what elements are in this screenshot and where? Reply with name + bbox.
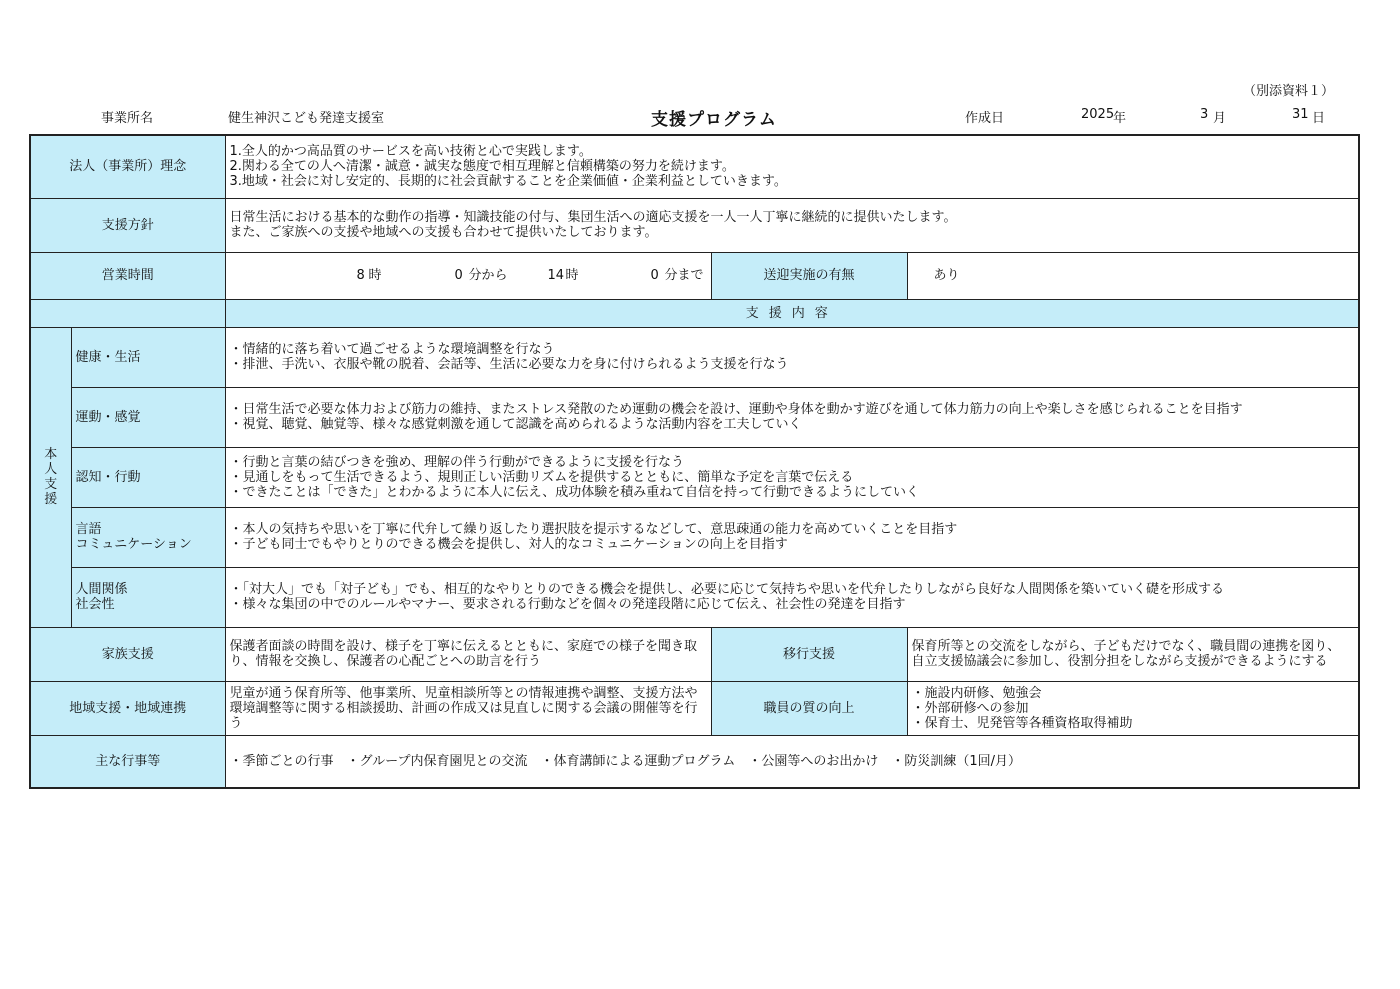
start-hour-unit: 時 xyxy=(368,267,382,283)
family-transition-row xyxy=(30,627,1359,681)
transition-support-label: 移行支援 xyxy=(711,627,907,681)
page-title: 支援プログラム xyxy=(651,110,777,130)
hours-value xyxy=(225,252,711,299)
created-year-unit: 年 xyxy=(1113,111,1127,126)
personal-row-label xyxy=(71,567,225,627)
personal-support-label xyxy=(30,327,71,627)
row-label-line: 言語 xyxy=(75,522,102,537)
family-support-text xyxy=(225,627,711,681)
text-line: 自立支援協議会に参加し、役割分担をしながら支援ができるようにする xyxy=(911,654,1328,669)
end-hour-unit: 時 xyxy=(565,267,579,283)
bullet-line: ・本人の気持ちや思いを丁寧に代弁して繰り返したり選択肢を提示するなどして、意思疎通の能力を高めていくことを目指す xyxy=(229,522,958,537)
personal-row xyxy=(30,327,1359,387)
family-support-label: 家族支援 xyxy=(30,627,225,681)
bullet-line: ・「対大人」でも「対子ども」でも、相互的なやりとりのできる機会を提供し、必要に応じて気持ちや思いを代弁したりしながら良好な人間関係を築いていく礎を形成する xyxy=(229,582,1225,597)
row-label-line: コミュニケーション xyxy=(75,537,192,552)
bullet-line: ・子ども同士でもやりとりのできる機会を提供し、対人的なコミュニケーションの向上を目指す xyxy=(229,537,788,552)
community-staff-row xyxy=(30,681,1359,735)
bullet-line: ・視覚、聴覚、触覚等、様々な感覚刺激を通して認識を高められるような活動内容を工夫していく xyxy=(229,417,802,432)
community-support-text xyxy=(225,681,711,735)
philosophy-label: 法人（事業所）理念 xyxy=(30,135,225,198)
philosophy-line: 1.全人的かつ高品質のサービスを高い技術と心で実践します。 xyxy=(229,144,592,160)
end-minute: 0 xyxy=(650,267,659,283)
start-minute: 0 xyxy=(454,267,463,283)
row-label-line: 社会性 xyxy=(75,597,115,612)
created-year: 2025 xyxy=(1081,107,1115,122)
attachment-note: （別添資料１） xyxy=(1243,84,1335,99)
created-month-unit: 月 xyxy=(1213,111,1227,126)
transport-label: 送迎実施の有無 xyxy=(711,252,907,299)
support-band-blank xyxy=(30,299,225,327)
philosophy-row xyxy=(30,135,1359,198)
row-label-line: 認知・行動 xyxy=(75,469,141,485)
personal-row xyxy=(30,387,1359,447)
created-label: 作成日 xyxy=(965,111,1005,126)
policy-line: 日常生活における基本的な動作の指導・知識技能の付与、集団生活への適応支援を一人一人丁寧に継続的に提供いたします。 xyxy=(229,210,957,225)
bullet-line: ・見通しをもって生活できるよう、規則正しい活動リズムを提供するとともに、簡単な予定を言葉で伝える xyxy=(229,469,854,485)
end-hour: 14 xyxy=(547,267,565,283)
text-line: 児童が通う保育所等、他事業所、児童相談所等との情報連携や調整、支援方法や xyxy=(229,685,698,701)
policy-text xyxy=(225,198,1359,252)
events-line: ・季節ごとの行事 ・グループ内保育園児との交流 ・体育講師による運動プログラム ・公園等へのお出かけ ・防災訓練（1回/月） xyxy=(229,753,1021,769)
events-text xyxy=(225,735,1359,788)
bullet-line: ・外部研修への参加 xyxy=(911,700,1029,716)
personal-row-text xyxy=(225,507,1359,567)
personal-row-text xyxy=(225,387,1359,447)
bullet-line: ・様々な集団の中でのルールやマナー、要求される行動などを個々の発達段階に応じて伝え、社会性の発達を目指す xyxy=(229,597,906,612)
bullet-line: ・行動と言葉の結びつきを強め、理解の伴う行動ができるように支援を行なう xyxy=(229,454,684,470)
created-day-unit: 日 xyxy=(1312,111,1326,126)
bullet-line: ・施設内研修、勉強会 xyxy=(911,685,1042,701)
support-band-row xyxy=(30,299,1359,327)
philosophy-line: 2.関わる全ての人へ清潔・誠意・誠実な態度で相互理解と信頼構築の努力を続けます。 xyxy=(229,159,735,175)
policy-row xyxy=(30,198,1359,252)
bullet-line: ・できたことは「できた」とわかるように本人に伝え、成功体験を積み重ねて自信を持って行動できるようにしていく xyxy=(229,484,919,500)
community-support-label: 地域支援・地域連携 xyxy=(30,681,225,735)
personal-row-text xyxy=(225,447,1359,507)
transition-support-text xyxy=(907,627,1359,681)
hours-label: 営業時間 xyxy=(30,252,225,299)
created-day: 31 xyxy=(1292,107,1309,122)
row-label-line: 運動・感覚 xyxy=(75,409,141,425)
support-program-table xyxy=(29,134,1360,789)
start-hour: 8 xyxy=(356,267,365,283)
personal-row xyxy=(30,507,1359,567)
staff-quality-text xyxy=(907,681,1359,735)
events-row xyxy=(30,735,1359,788)
text-line: う xyxy=(229,715,243,731)
office-label: 事業所名 xyxy=(101,111,154,126)
hours-row xyxy=(30,252,1359,299)
personal-row-label xyxy=(71,387,225,447)
bullet-line: ・排泄、手洗い、衣服や靴の脱着、会話等、生活に必要な力を身に付けられるよう支援を行なう xyxy=(229,357,789,372)
text-line: 保育所等との交流をしながら、子どもだけでなく、職員間の連携を図り、 xyxy=(911,639,1341,654)
personal-row xyxy=(30,447,1359,507)
text-line: り、情報を交換し、保護者の心配ごとへの助言を行う xyxy=(229,654,541,669)
personal-row-text xyxy=(225,327,1359,387)
personal-row-label xyxy=(71,447,225,507)
row-label-line: 健康・生活 xyxy=(75,349,141,365)
bullet-line: ・保育士、児発管等各種資格取得補助 xyxy=(911,715,1133,731)
personal-row-label xyxy=(71,507,225,567)
text-line: 環境調整等に関する相談援助、計画の作成又は見直しに関する会議の開催等を行 xyxy=(229,700,698,716)
transport-value: あり xyxy=(907,252,1359,299)
events-label: 主な行事等 xyxy=(30,735,225,788)
text-line: 保護者面談の時間を設け、様子を丁寧に伝えるとともに、家庭での様子を聞き取 xyxy=(229,639,697,654)
personal-row-text xyxy=(225,567,1359,627)
support-band-title: 支援内容 xyxy=(225,299,1359,327)
personal-row xyxy=(30,567,1359,627)
bullet-line: ・情緒的に落ち着いて過ごせるような環境調整を行なう xyxy=(229,342,555,357)
policy-line: また、ご家族への支援や地域への支援も合わせて提供いたしております。 xyxy=(229,225,658,240)
from-text: 分から xyxy=(468,267,508,283)
personal-support-vertical-text: 本人支援 xyxy=(44,447,58,507)
personal-row-label xyxy=(71,327,225,387)
bullet-line: ・日常生活で必要な体力および筋力の維持、またストレス発散のため運動の機会を設け、運動や身体を動かす遊びを通して体力筋力の向上や楽しさを感じられることを目指す xyxy=(229,402,1243,417)
until-text: 分まで xyxy=(664,267,704,283)
philosophy-text xyxy=(225,135,1359,198)
row-label-line: 人間関係 xyxy=(75,582,128,597)
staff-quality-label: 職員の質の向上 xyxy=(711,681,907,735)
office-name: 健生神沢こども発達支援室 xyxy=(228,111,385,126)
created-month: 3 xyxy=(1200,107,1209,122)
philosophy-line: 3.地域・社会に対し安定的、長期的に社会貢献することを企業価値・企業利益としていきます。 xyxy=(229,174,787,190)
policy-label: 支援方針 xyxy=(30,198,225,252)
